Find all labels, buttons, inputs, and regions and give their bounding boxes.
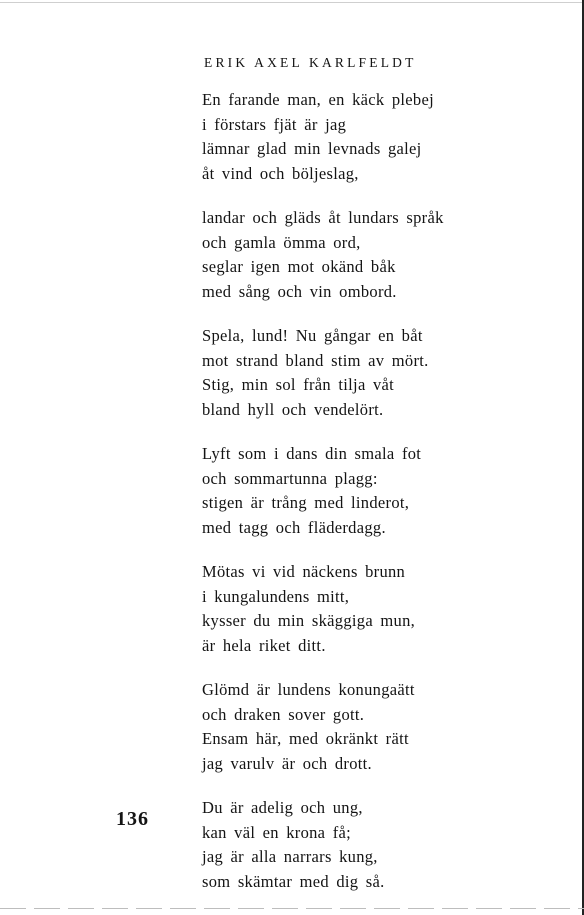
poem-line: kan väl en krona få; [202, 822, 352, 842]
poem-line: med tagg och fläderdagg. [202, 517, 386, 537]
stanza-2 [202, 206, 572, 304]
bottom-edge-rule [0, 908, 584, 909]
running-head: ERIK AXEL KARLFELDT [204, 55, 417, 70]
page-number: 136 [116, 808, 149, 830]
poem-line: i förstars fjät är jag [202, 114, 347, 134]
poem-line: och draken sover gott. [202, 704, 365, 724]
poem-line: Mötas vi vid näckens brunn [202, 562, 406, 581]
poem-line: lämnar glad min levnads galej [202, 139, 422, 158]
poem-line: Spela, lund! Nu gångar en båt [202, 326, 423, 345]
top-edge-rule [0, 2, 584, 3]
poem-line: Glömd är lundens konungaätt [202, 680, 415, 699]
poem-line: stigen är trång med linderot, [202, 493, 410, 512]
poem-line: Stig, min sol från tilja våt [202, 375, 395, 394]
poem-line: som skämtar med dig så. [202, 871, 385, 891]
poem-line: Lyft som i dans din smala fot [202, 444, 422, 463]
poem-line: Du är adelig och ung, [202, 798, 363, 817]
stanza-7 [202, 796, 572, 894]
poem-line: och sommartunna plagg: [202, 468, 378, 488]
stanza-1 [202, 88, 572, 186]
poem-line: landar och gläds åt lundars språk [202, 208, 444, 227]
stanza-5 [202, 560, 572, 658]
poem-line: är hela riket ditt. [202, 635, 326, 655]
poem-line: seglar igen mot okänd båk [202, 257, 396, 276]
poem-line: åt vind och böljeslag, [202, 163, 359, 183]
poem-line: jag är alla narrars kung, [202, 847, 378, 866]
poem-line: jag varulv är och drott. [202, 753, 372, 773]
poem-line: i kungalundens mitt, [202, 586, 350, 606]
stanza-3 [202, 324, 572, 422]
poem-line: bland hyll och vendelört. [202, 399, 384, 419]
poem-line: Ensam här, med okränkt rätt [202, 729, 409, 748]
poem-line: kysser du min skäggiga mun, [202, 611, 416, 630]
poem-line: En farande man, en käck plebej [202, 90, 434, 109]
poem-line: och gamla ömma ord, [202, 232, 361, 252]
stanza-6 [202, 678, 572, 776]
poem [202, 88, 572, 914]
poem-line: med sång och vin ombord. [202, 281, 397, 301]
stanza-4 [202, 442, 572, 540]
poem-line: mot strand bland stim av mört. [202, 350, 429, 370]
